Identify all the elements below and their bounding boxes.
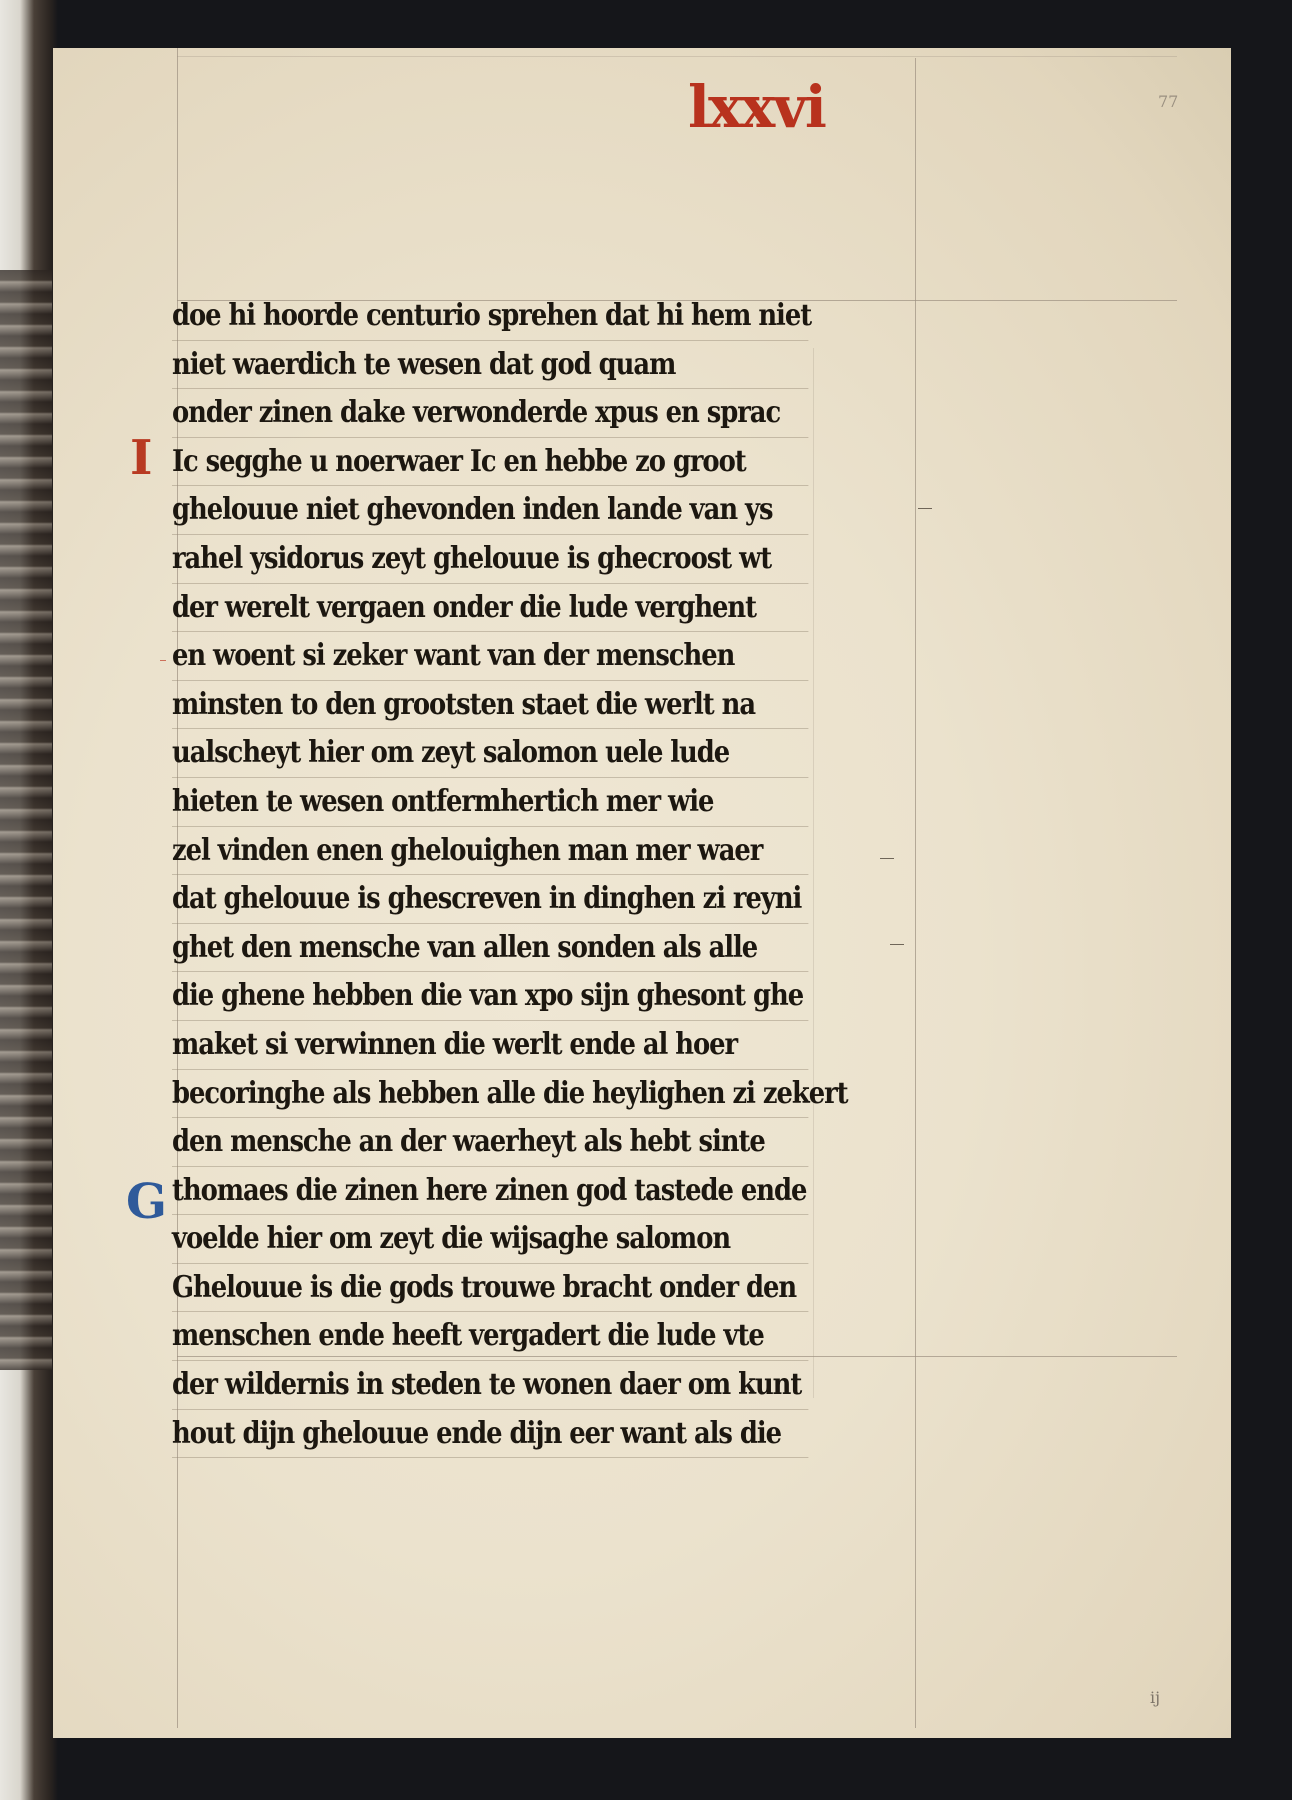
text-line: ghelouue niet ghevonden inden lande van ys — [172, 486, 808, 535]
chapter-heading: lxxvi — [688, 73, 825, 141]
margin-mark — [890, 944, 904, 945]
margin-mark — [880, 858, 894, 859]
text-line: der wildernis in steden te wonen daer om kunt — [172, 1361, 808, 1410]
text-line: becoringhe als hebben alle die heylighen zi zekert — [172, 1070, 808, 1119]
text-line: doe hi hoorde centurio sprehen dat hi hem niet — [172, 292, 808, 341]
text-line: zel vinden enen ghelouighen man mer waer — [172, 827, 808, 876]
text-line: menschen ende heeft vergadert die lude vte — [172, 1312, 808, 1361]
text-line: thomaes die zinen here zinen god tastede ende — [172, 1167, 808, 1216]
folio-number: 77 — [1158, 92, 1179, 111]
text-line: hout dijn ghelouue ende dijn eer want als die — [172, 1410, 808, 1459]
text-line: der werelt vergaen onder die lude verghent — [172, 584, 808, 633]
text-line: die ghene hebben die van xpo sijn ghesont ghe — [172, 972, 808, 1021]
text-line: maket si verwinnen die werlt ende al hoer — [172, 1021, 808, 1070]
text-block — [172, 292, 912, 1458]
facing-page-text — [0, 270, 52, 1370]
text-line: Ic segghe u noerwaer Ic en hebbe zo groot — [172, 438, 808, 487]
text-line: minsten to den grootsten staet die werlt na — [172, 681, 808, 730]
ruling-line — [177, 56, 1177, 57]
text-line: den mensche an der waerheyt als hebt sinte — [172, 1118, 808, 1167]
text-line: voelde hier om zeyt die wijsaghe salomon — [172, 1215, 808, 1264]
text-line: Ghelouue is die gods trouwe bracht onder den — [172, 1264, 808, 1313]
text-line: niet waerdich te wesen dat god quam — [172, 341, 808, 390]
catchword-mark: ij — [1150, 1688, 1161, 1707]
text-line: ghet den mensche van allen sonden als alle — [172, 924, 808, 973]
text-line: onder zinen dake verwonderde xpus en sprac — [172, 389, 808, 438]
text-line: dat ghelouue is ghescreven in dinghen zi reyni — [172, 875, 808, 924]
margin-mark — [918, 508, 932, 509]
red-initial: I — [130, 430, 153, 486]
text-line: hieten te wesen ontfermhertich mer wie — [172, 778, 808, 827]
blue-initial: G — [126, 1174, 167, 1230]
text-line: rahel ysidorus zeyt ghelouue is ghecroost wt — [172, 535, 808, 584]
text-line: en woent si zeker want van der menschen — [172, 632, 808, 681]
margin-mark — [160, 660, 166, 661]
ruling-line — [915, 58, 916, 1728]
facing-page-edge — [0, 0, 58, 1800]
text-line: ualscheyt hier om zeyt salomon uele lude — [172, 729, 808, 778]
